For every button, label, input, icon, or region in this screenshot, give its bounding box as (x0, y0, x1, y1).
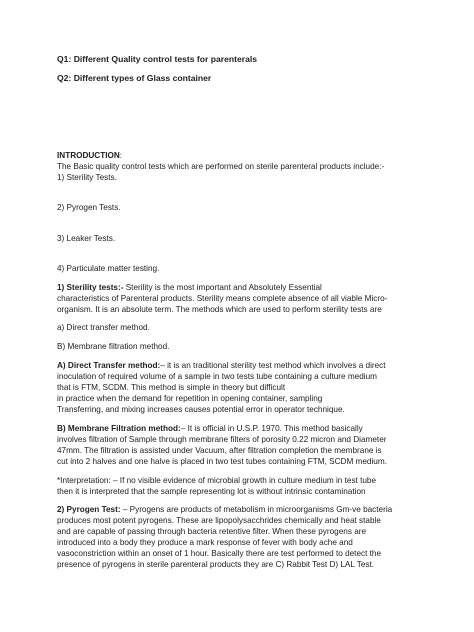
direct-line-1 (57, 360, 415, 371)
pyrogen-line-3: and are capable of passing through bacteria retentive filter. When these pyrogens are (57, 527, 367, 536)
membrane-text-1: – It is official in U.S.P. 1970. This method basically (180, 424, 363, 433)
interpretation-line-2: then it is interpreted that the sample representing lot is without intrinsic contamination (57, 487, 366, 496)
pyrogen-line-2: produces most potent pyrogens. These are lipopolysacchrides chemically and heat stable (57, 516, 381, 525)
question-1: Q1: Different Quality control tests for parenterals (57, 54, 258, 64)
intro-heading: INTRODUCTION (57, 151, 120, 160)
membrane-line-2: involves filtration of Sample through membrane filters of porosity 0.22 micron and Diameter (57, 435, 387, 444)
intro-colon: : (119, 151, 123, 160)
pyrogen-text-1: – Pyrogens are products of metabolism in microorganisms Gm-ve bacteria (120, 505, 393, 514)
pyrogen-line-6: presence of pyrogens in sterile parenteral products they are C) Rabbit Test D) LAL Test. (57, 560, 375, 569)
direct-heading: A) Direct Transfer method: (57, 361, 161, 370)
intro-heading-line (57, 150, 415, 161)
sterility-option-b: B) Membrane filtration method. (57, 342, 170, 351)
direct-line-3: that is FTM, SCDM. This method is simple in theory but difficult (57, 383, 286, 392)
sterility-option-a: a) Direct transfer method. (57, 323, 150, 332)
sterility-line-2: characteristics of Parenteral products. Sterility means complete absence of all viable Micro- (57, 294, 388, 303)
pyrogen-line-1 (57, 504, 415, 515)
direct-line-5: Transferring, and mixing increases causes potential error in operator technique. (57, 405, 345, 414)
intro-text: The Basic quality control tests which are performed on sterile parenteral products include:- (57, 162, 385, 171)
direct-line-4: in practice when the demand for repetition in opening container, sampling (57, 394, 323, 403)
membrane-line-4: cut into 2 halves and one halve is placed in two test tubes containing FTM, SCDM medium. (57, 457, 387, 466)
intro-item-1: 1) Sterility Tests. (57, 173, 117, 182)
sterility-text-1: Sterility is the most important and Absolutely Essential (123, 283, 322, 292)
pyrogen-heading: 2) Pyrogen Test: (57, 505, 121, 514)
membrane-line-1 (57, 423, 415, 434)
membrane-line-3: 47mm. The filtration is assisted under Vacuum, after filtration completion the membrane is (57, 446, 382, 455)
direct-text-1: – it is an traditional sterility test method which involves a direct (160, 361, 386, 370)
intro-item-3: 3) Leaker Tests. (57, 234, 116, 243)
pyrogen-line-4: introduced into a body they produce a mark response of fever with body ache and (57, 538, 353, 547)
direct-line-2: inoculation of required volume of a sample in two tests tube containing a culture medium (57, 372, 377, 381)
sterility-line-3: organism. It is an absolute term. The methods which are used to perform sterility tests are (57, 305, 382, 314)
pyrogen-line-5: vasoconstriction within an onset of 1 hour. Basically there are test performed to detect the (57, 549, 382, 558)
intro-item-4: 4) Particulate matter testing. (57, 264, 160, 273)
interpretation-line-1: *Interpretation: – If no visible evidence of microbial growth in culture medium in test tube (57, 476, 377, 485)
sterility-line-1 (57, 282, 415, 293)
sterility-heading: 1) Sterility tests:- (57, 283, 124, 292)
membrane-heading: B) Membrane Filtration method: (57, 424, 181, 433)
intro-item-2: 2) Pyrogen Tests. (57, 203, 121, 212)
question-2: Q2: Different types of Glass container (57, 73, 212, 83)
